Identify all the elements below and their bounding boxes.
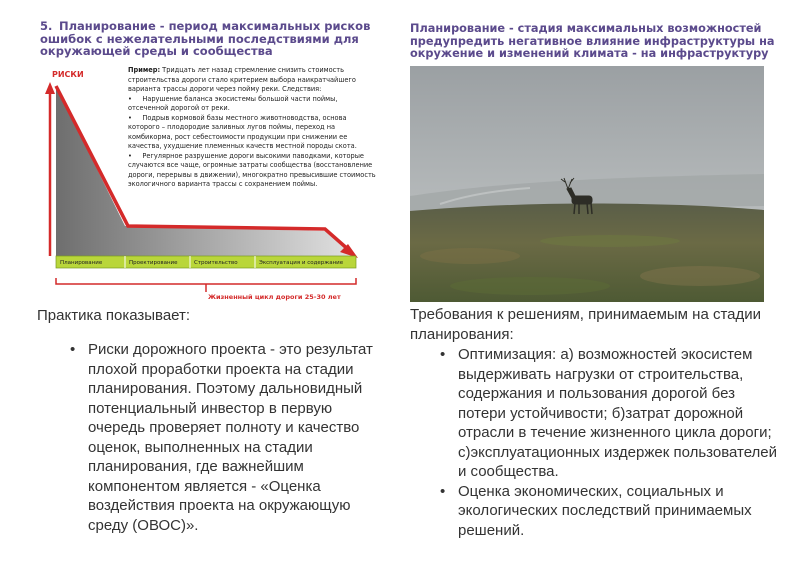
example-intro: Тридцать лет назад стремление снизить стоимость строительства дороги стало критерием выбора наикратчайшего варианта трассы дороги через пойму реки. Следствия: — [128, 66, 356, 93]
list-item — [440, 482, 785, 541]
example-box — [128, 66, 378, 190]
example-item: • Регулярное разрушение дороги высокими паводками, которые случаются все чаще, огромные затраты сообщества (восстановление дороги, перерывы в движении), многократно превысившие стоимость экологичного варианта трассы с сохранением поймы. — [128, 151, 376, 188]
left-bullet-text: Риски дорожного проекта - это результат плохой проработки проекта на стадии планирования. Поэтому дальновидный потенциальный инвестор в первую очередь проверяет полноту и качество оценок, выполненных на стадии планирования, где важнейшим компонентом является - «Оценка воздействия проекта на окружающую среду (ОВОС)». — [88, 341, 373, 534]
practice-heading: Практика показывает: — [37, 307, 191, 324]
stage-construction: Строительство — [194, 260, 238, 266]
reindeer-photo — [410, 66, 764, 302]
right-bullet-list — [440, 345, 785, 540]
lifecycle-label: Жизненный цикл дороги 25-30 лет — [208, 293, 341, 301]
left-bullet — [70, 340, 390, 535]
slide-number: 5. — [40, 19, 53, 33]
stage-planning: Планирование — [60, 260, 103, 266]
left-slide-title — [40, 20, 385, 58]
bullet-dot: • — [440, 346, 446, 363]
risk-axis-arrowhead — [45, 82, 55, 94]
risk-label: РИСКИ — [52, 70, 84, 79]
left-title-text: Планирование - период максимальных рисков ошибок с нежелательными последствиями для окружающей среды и сообщества — [40, 19, 371, 58]
lifecycle-bracket — [56, 278, 356, 284]
bullet-dot: • — [70, 341, 76, 358]
example-item: • Нарушение баланса экосистемы большой части поймы, отсеченной дорогой от реки. — [128, 94, 338, 112]
requirements-heading: Требования к решениям, принимаемым на стадии планирования: — [410, 306, 762, 343]
lifecycle-stages — [56, 258, 356, 268]
right-bullet-text: Оптимизация: а) возможностей экосистем выдерживать нагрузки от строительства, содержания и пользования дорогой без потери устойчивости; б)затрат дорожной отрасли в течение жизненного цикла дороги; с)эксплуатационных издержек пользователей и сообщества. — [458, 346, 778, 480]
stage-operation: Эксплуатация и содержание — [259, 260, 344, 266]
right-bullet-text: Оценка экономических, социальных и экологических последствий принимаемых решений. — [458, 482, 752, 539]
right-slide-title: Планирование - стадия максимальных возможностей предупредить негативное влияние инфраструктуры на окружение и изменений климата - на инфраструктуру — [410, 22, 775, 60]
example-item: • Подрыв кормовой базы местного животноводства, основа которого – плодородие заливных лугов поймы, переход на комбикорма, рост себестоимости продукции при снижении ее качества, ухудшение племенных качеств местной породы скота. — [128, 113, 357, 150]
stage-design: Проектирование — [129, 260, 178, 266]
example-lead: Пример: — [128, 66, 161, 74]
bullet-dot: • — [440, 482, 446, 500]
list-item — [440, 345, 785, 482]
tundra-landscape-image — [410, 66, 764, 302]
